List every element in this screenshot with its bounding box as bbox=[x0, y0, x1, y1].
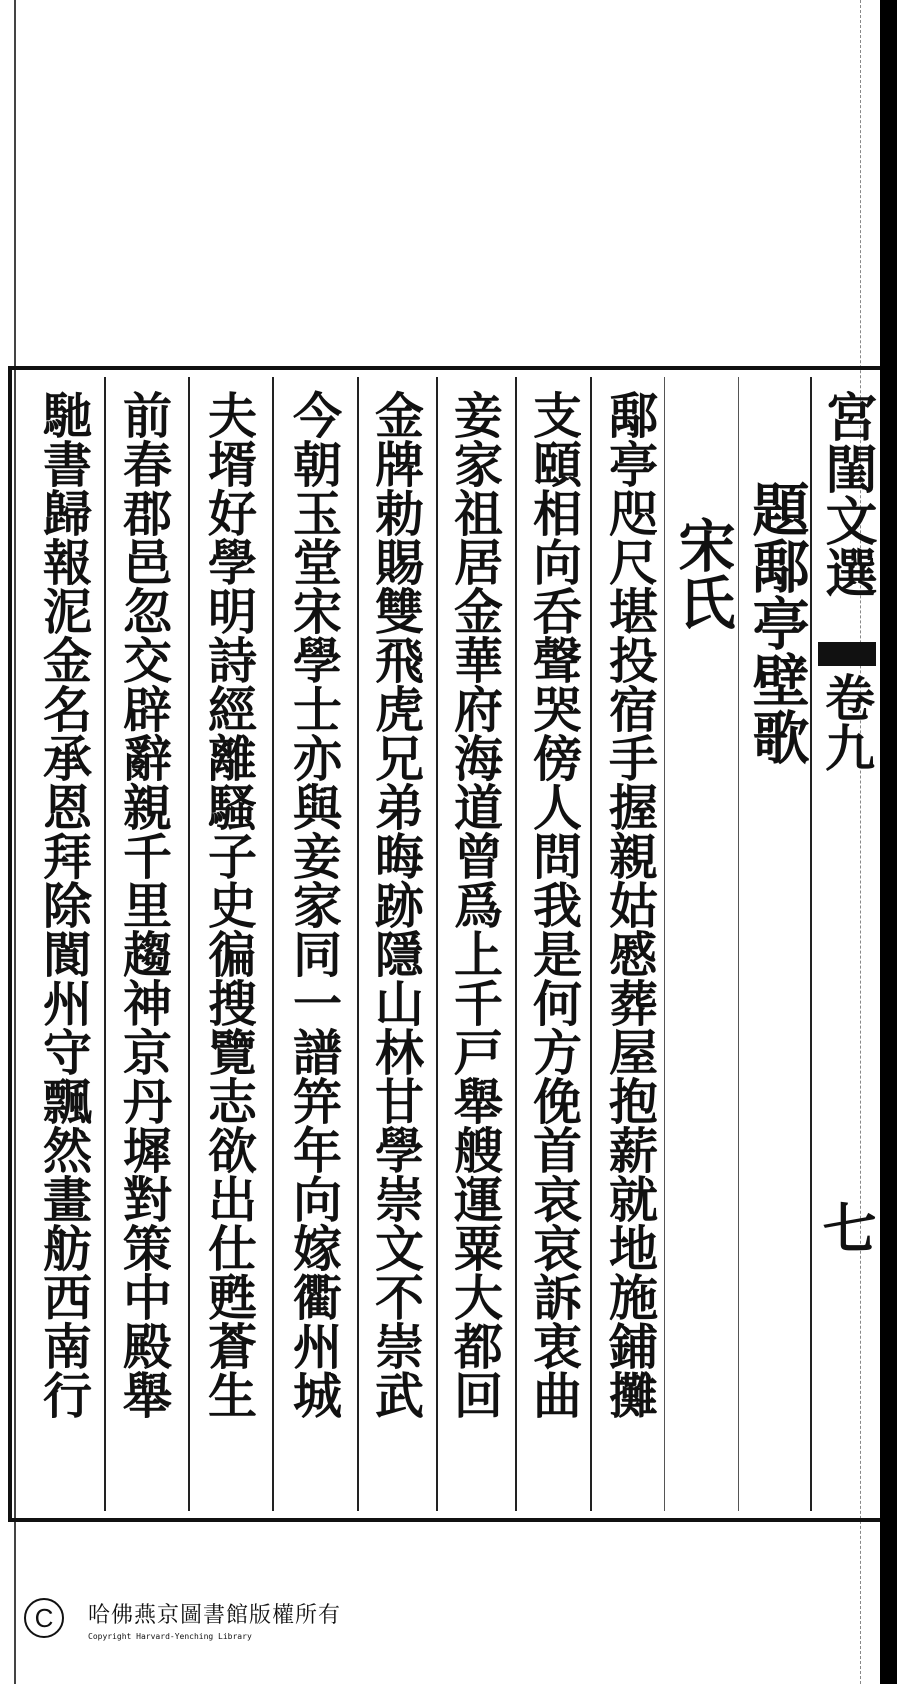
fish-tail-mark bbox=[818, 642, 876, 666]
column-rule bbox=[104, 377, 106, 1511]
copyright-icon: C bbox=[24, 1598, 64, 1638]
text-column-7 bbox=[108, 390, 180, 1524]
text-column-1 bbox=[594, 390, 666, 1524]
column-rule bbox=[436, 377, 438, 1511]
folio-number: 七 bbox=[814, 1200, 878, 1254]
poem-title-column bbox=[740, 480, 812, 1614]
copyright-text-zh: 哈佛燕京圖書館版權所有 bbox=[88, 1603, 342, 1628]
text-column-8 bbox=[28, 390, 100, 1524]
column-rule bbox=[272, 377, 274, 1511]
text-line: 金牌勅賜雙飛虎兄弟晦跡隱山林甘學崇文不崇武 bbox=[367, 390, 426, 1419]
column-rule bbox=[738, 377, 739, 1511]
text-column-3 bbox=[439, 390, 511, 1524]
column-rule bbox=[590, 377, 592, 1511]
blank-upper-margin bbox=[20, 20, 860, 360]
book-title: 宮閨文選 bbox=[816, 390, 877, 598]
column-rule bbox=[188, 377, 190, 1511]
text-line: 支頤相向呑聲哭傍人問我是何方俛首哀哀訴衷曲 bbox=[525, 390, 584, 1419]
column-rule bbox=[515, 377, 517, 1511]
text-line: 鄅亭咫尺堪投宿手握親姑慼葬屋抱薪就地施鋪攤 bbox=[601, 390, 660, 1419]
author-name: 宋氏 bbox=[669, 516, 736, 630]
text-column-2 bbox=[518, 390, 590, 1524]
copyright-text-en: Copyright Harvard-Yenching Library bbox=[88, 1632, 252, 1641]
text-column-4 bbox=[360, 390, 432, 1524]
juan-number: 卷九 bbox=[817, 672, 876, 772]
author-column bbox=[666, 516, 738, 1650]
text-line: 今朝玉堂宋學士亦與妾家同一譜笄年向嫁衢州城 bbox=[285, 390, 344, 1419]
page-banner bbox=[812, 380, 880, 1514]
text-line: 夫壻好學明詩經離騷子史徧搜覽志欲出仕甦蒼生 bbox=[200, 390, 259, 1419]
column-rule bbox=[357, 377, 359, 1511]
poem-title: 題鄅亭壁歌 bbox=[743, 480, 810, 765]
text-line: 妾家祖居金華府海道曾爲上千戸舉艘運粟大都回 bbox=[446, 390, 505, 1419]
text-column-6 bbox=[193, 390, 265, 1524]
copyright-footer bbox=[22, 1596, 622, 1666]
text-line: 前春郡邑忽交辟辭親千里趨神京丹墀對策中殿舉 bbox=[115, 390, 174, 1419]
text-column-5 bbox=[278, 390, 350, 1524]
text-line: 馳書歸報泥金名承恩拜除閬州守飄然畫舫西南行 bbox=[35, 390, 94, 1419]
